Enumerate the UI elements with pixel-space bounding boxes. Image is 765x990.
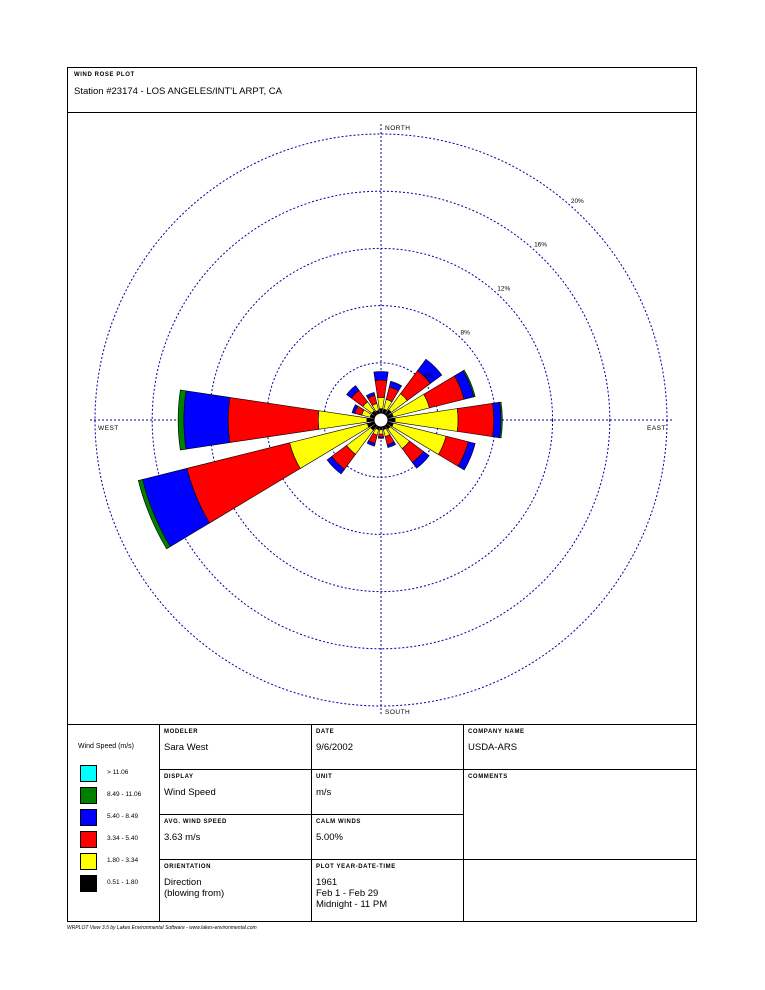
petal-segment-n [379,409,382,413]
calm-circle [374,413,388,427]
display-cell [160,770,312,815]
petal-segment-s [378,434,383,437]
date-value: 9/6/2002 [316,742,353,753]
ring-label: 16% [534,241,548,249]
legend-label: > 11.06 [107,769,129,776]
ring-label: 4% [423,373,434,381]
comments-label: COMMENTS [468,774,508,780]
petal-segment-n [375,380,387,397]
ring-label: 20% [570,197,584,205]
period-cell [312,860,464,922]
period-dates: Feb 1 - Feb 29 [316,888,379,899]
period-label: PLOT YEAR-DATE-TIME [316,864,396,870]
modeler-cell [160,725,312,770]
legend-swatch [80,787,97,804]
modeler-label: MODELER [164,729,199,735]
petal-segment-e [388,418,395,422]
legend-label: 1.80 - 3.34 [107,857,139,864]
legend-cell [68,725,160,922]
orientation-line-2: (blowing from) [164,888,225,899]
petal-segment-e [493,402,501,437]
petal-segment-n [374,372,388,381]
compass-north: NORTH [385,125,411,132]
avg-speed-cell [160,815,312,860]
calm-cell [312,815,464,860]
petal-segment-s [379,430,383,434]
date-cell [312,725,464,770]
comments-cell [464,770,697,860]
blank-cell [464,860,697,922]
legend-label: 3.34 - 5.40 [107,835,139,842]
modeler-value: Sara West [164,742,209,753]
orientation-label: ORIENTATION [164,864,212,870]
calm-label: CALM WINDS [316,819,361,825]
avg-speed-value: 3.63 m/s [164,832,201,843]
legend-swatch [80,831,97,848]
display-label: DISPLAY [164,774,194,780]
station-title: Station #23174 - LOS ANGELES/INT'L ARPT, CA [74,86,282,97]
table-top-divider [68,724,696,725]
legend-swatch [80,809,97,826]
avg-speed-label: AVG. WIND SPEED [164,819,227,825]
unit-value: m/s [316,787,332,798]
report-frame [67,67,697,922]
period-hours: Midnight - 11 PM [316,899,388,910]
petal-segment-w [184,391,230,449]
company-label: COMPANY NAME [468,729,525,735]
orientation-line-1: Direction [164,877,202,888]
wind-rose-chart [68,113,696,725]
unit-cell [312,770,464,815]
legend-swatch [80,765,97,782]
display-value: Wind Speed [164,787,216,798]
compass-west: WEST [98,425,119,432]
calm-value: 5.00% [316,832,343,843]
orientation-value [164,877,224,899]
legend-label: 8.49 - 11.06 [107,791,142,798]
date-label: DATE [316,729,335,735]
petal-segment-s [378,437,383,439]
compass-east: EAST [647,425,666,432]
legend-label: 0.51 - 1.80 [107,879,139,886]
legend-label: 5.40 - 8.49 [107,813,139,820]
plot-type-label: WIND ROSE PLOT [74,72,135,78]
company-cell [464,725,697,770]
unit-label: UNIT [316,774,333,780]
legend-swatch [80,875,97,892]
compass-south: SOUTH [385,709,411,716]
petal-segment-w [228,397,319,442]
legend-swatch [80,853,97,870]
software-footer: WRPLOT View 3.5 by Lakes Environmental Software - www.lakes-environmental.com [67,925,257,931]
ring-label: 12% [497,285,511,293]
petal-segment-w [367,418,374,422]
petal-segment-wsw [187,443,300,523]
petal-segment-e [457,403,494,436]
orientation-cell [160,860,312,922]
ring-label: 8% [460,329,470,337]
period-value [316,877,387,910]
petal-segment-n [378,397,385,409]
legend-title: Wind Speed (m/s) [78,743,135,750]
company-value: USDA-ARS [468,742,518,753]
period-year: 1961 [316,877,338,888]
report-header [68,68,696,113]
